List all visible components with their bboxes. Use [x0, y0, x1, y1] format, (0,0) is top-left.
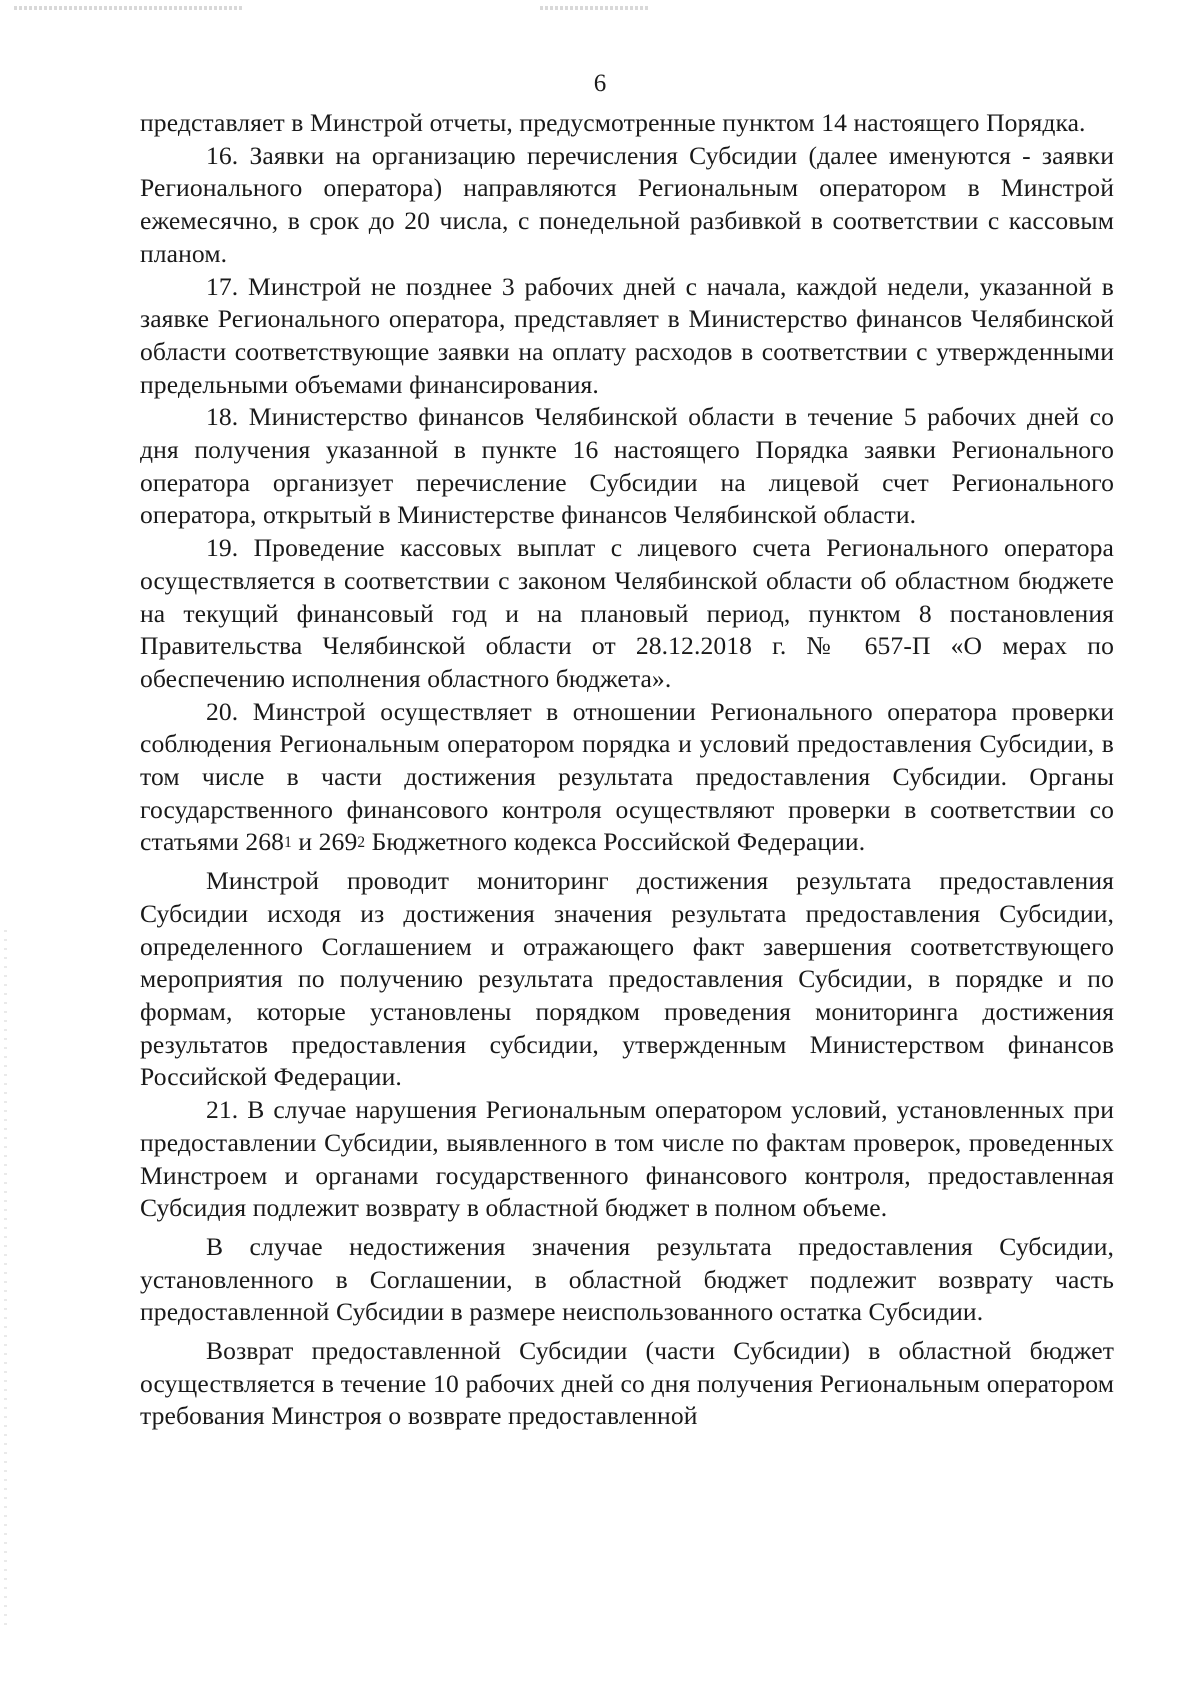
- superscript-269: 2: [357, 834, 366, 852]
- paragraph-17: 17. Минстрой не позднее 3 рабочих дней с начала, каждой недели, указанной в заявке Регионального оператора, представляет в Министерство финансов Челябинской области соответствующие заявки на оплату расходов в соответствии с утвержденными предельными объемами финансирования.: [140, 271, 1114, 399]
- superscript-268: 1: [284, 834, 292, 852]
- paragraph-20-monitoring: Минстрой проводит мониторинг достижения результата предоставления Субсидии исходя из достижения значения результата предоставления Субсидии, определенного Соглашением и отражающего факт завершения соответствующего мероприятия по получению результата предоставления Субсидии, в порядке и по формам, которые установлены порядком проведения мониторинга достижения результатов предоставления субсидии, утвержденным Министерством финансов Российской Федерации.: [140, 866, 1114, 1092]
- paragraph-21-return: Возврат предоставленной Субсидии (части Субсидии) в областной бюджет осуществляется в течение 10 рабочих дней со дня получения Региональным оператором требования Минстроя о возврате предоставленной: [140, 1336, 1114, 1431]
- scan-artifact-top-center: [540, 6, 650, 10]
- scan-artifact-left-edge: [4, 930, 7, 1630]
- paragraph-15-continuation: представляет в Минстрой отчеты, предусмотренные пунктом 14 настоящего Порядка.: [140, 108, 1086, 137]
- paragraph-18: 18. Министерство финансов Челябинской области в течение 5 рабочих дней со дня получения указанной в пункте 16 настоящего Порядка заявки Регионального оператора организует перечисление Субсидии на лицевой счет Регионального оператора, открытый в Министерстве финансов Челябинской области.: [140, 402, 1114, 530]
- paragraph-16: 16. Заявки на организацию перечисления Субсидии (далее именуются - заявки Регионального оператора) направляются Региональным оператором в Минстрой ежемесячно, в срок до 20 числа, с понедельной разбивкой в соответствии с кассовым планом.: [140, 140, 1114, 268]
- page-number: 6: [593, 70, 607, 97]
- paragraph-20-text-after: Бюджетного кодекса Российской Федерации.: [365, 827, 866, 857]
- paragraph-20-text-middle: и 269: [291, 827, 358, 857]
- paragraph-21: 21. В случае нарушения Региональным оператором условий, установленных при предоставлении Субсидии, выявленного в том числе по фактам проверок, проведенных Минстроем и органами государственного финансового контроля, предоставленная Субсидия подлежит возврату в областной бюджет в полном объеме.: [140, 1095, 1114, 1223]
- document-body: [140, 107, 1114, 1433]
- paragraph-21-shortfall: В случае недостижения значения результата предоставления Субсидии, установленного в Соглашении, в областной бюджет подлежит возврату часть предоставленной Субсидии в размере неиспользованного остатка Субсидии.: [140, 1231, 1114, 1327]
- paragraph-20-text-before: 20. Минстрой осуществляет в отношении Регионального оператора проверки соблюдения Региональным оператором порядка и условий предоставления Субсидии, в том числе в части достижения результата предоставления Субсидии. Органы государственного финансового контроля осуществляют проверки в соответствии со статьями 268: [140, 696, 1114, 857]
- paragraph-19: 19. Проведение кассовых выплат с лицевого счета Регионального оператора осуществляется в соответствии с законом Челябинской области об областном бюджете на текущий финансовый год и на плановый период, пунктом 8 постановления Правительства Челябинской области от 28.12.2018 г. № 657-П «О мерах по обеспечению исполнения областного бюджета».: [140, 533, 1114, 693]
- scan-artifact-top-left: [14, 6, 244, 10]
- paragraph-20: [140, 696, 1114, 860]
